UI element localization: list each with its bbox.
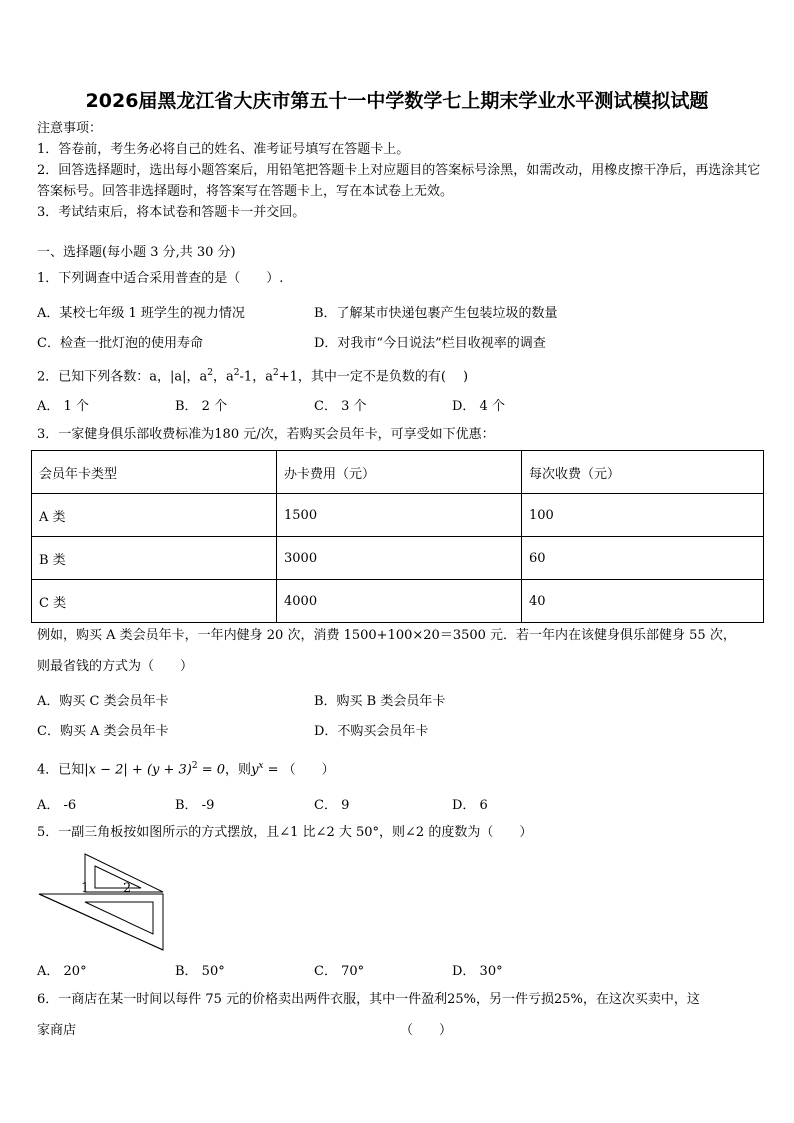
table-row (32, 580, 764, 623)
q4-stem-post: = （ ） (263, 762, 335, 778)
q2-stem-mid1: ，a (213, 369, 234, 385)
q4-option-c[interactable]: C． 9 (314, 798, 350, 813)
q1-option-a[interactable]: A．某校七年级 1 班学生的视力情况 (37, 306, 245, 321)
q2-stem-mid2: -1，a (239, 369, 273, 385)
q4-equation: |x − 2| + (y + 3) (84, 762, 192, 778)
table-header-row (32, 451, 764, 494)
q6-answer-blank: （ ） (400, 1023, 453, 1038)
q3-option-a[interactable]: A．购买 C 类会员年卡 (37, 694, 169, 709)
q4-power-exponent: x (258, 761, 264, 771)
table-row (32, 494, 764, 537)
q1-stem: 1．下列调查中适合采用普查的是（ ）. (37, 271, 284, 286)
fee-table (31, 450, 764, 623)
q6-stem-continued: 家商店 (37, 1023, 77, 1038)
q3-question-text: 则最省钱的方式为（ ） (37, 659, 194, 674)
table-cell: A 类 (32, 494, 277, 537)
q3-option-b[interactable]: B．购买 B 类会员年卡 (314, 694, 446, 709)
notes-item-1: 1．答卷前，考生务必将自己的姓名、准考证号填写在答题卡上。 (37, 142, 410, 157)
table-cell: 4000 (277, 580, 522, 623)
table-cell: B 类 (32, 537, 277, 580)
q4-option-b[interactable]: B． -9 (175, 798, 215, 813)
angle-1-label: 1 (81, 881, 90, 896)
q1-option-d[interactable]: D．对我市“今日说法”栏目收视率的调查 (314, 336, 546, 351)
table-header-cell: 每次收费（元） (522, 451, 764, 494)
q2-stem-post: +1，其中一定不是负数的有( ) (278, 369, 469, 385)
q4-option-d[interactable]: D． 6 (452, 798, 488, 813)
section-heading: 一、选择题(每小题 3 分,共 30 分) (37, 245, 236, 260)
angle-2-label: 2 (123, 881, 132, 896)
notes-heading: 注意事项： (37, 121, 103, 136)
q3-stem: 3．一家健身俱乐部收费标准为180 元/次，若购买会员年卡，可享受如下优惠： (37, 427, 495, 442)
q3-example-text: 例如，购买 A 类会员年卡，一年内健身 20 次，消费 1500+100×20＝3500 元．若一年内在该健身俱乐部健身 55 次， (37, 628, 736, 643)
q4-exponent: 2 (191, 761, 198, 771)
q4-equation-rhs: = 0 (197, 762, 226, 778)
q4-stem (37, 757, 335, 779)
q5-option-c[interactable]: C． 70° (314, 964, 365, 979)
q2-exponent: 2 (272, 368, 279, 378)
table-cell: 40 (522, 580, 764, 623)
q4-power-base: y (251, 762, 259, 778)
notes-item-3: 3．考试结束后，将本试卷和答题卡一并交回。 (37, 205, 306, 220)
table-header-cell: 会员年卡类型 (32, 451, 277, 494)
q5-option-b[interactable]: B． 50° (175, 964, 225, 979)
q2-option-c[interactable]: C． 3 个 (314, 399, 367, 414)
q5-option-d[interactable]: D． 30° (452, 964, 503, 979)
q2-exponent: 2 (233, 368, 240, 378)
q2-option-b[interactable]: B． 2 个 (175, 399, 228, 414)
q2-stem (37, 364, 468, 386)
q1-option-c[interactable]: C．检查一批灯泡的使用寿命 (37, 336, 203, 351)
table-cell: 100 (522, 494, 764, 537)
q5-option-a[interactable]: A． 20° (37, 964, 87, 979)
q4-stem-mid: ，则 (225, 762, 252, 778)
q4-option-a[interactable]: A． -6 (37, 798, 77, 813)
q3-option-c[interactable]: C．购买 A 类会员年卡 (37, 724, 169, 739)
q2-exponent: 2 (207, 368, 214, 378)
table-cell: C 类 (32, 580, 277, 623)
q3-option-d[interactable]: D．不购买会员年卡 (314, 724, 429, 739)
page-title: 2026届黑龙江省大庆市第五十一中学数学七上期末学业水平测试模拟试题 (85, 90, 709, 112)
q1-option-b[interactable]: B．了解某市快递包裹产生包装垃圾的数量 (314, 306, 558, 321)
table-cell: 1500 (277, 494, 522, 537)
q6-stem: 6．一商店在某一时间以每件 75 元的价格卖出两件衣服，其中一件盈利25%，另一件亏损25%，在这次买卖中，这 (37, 992, 700, 1007)
q5-stem: 5．一副三角板按如图所示的方式摆放，且∠1 比∠2 大 50°，则∠2 的度数为（ ） (37, 825, 533, 840)
large-triangle-inner (85, 902, 153, 934)
q2-option-a[interactable]: A． 1 个 (37, 399, 89, 414)
table-cell: 60 (522, 537, 764, 580)
q2-option-d[interactable]: D． 4 个 (452, 399, 505, 414)
notes-item-2: 2．回答选择题时，选出每小题答案后，用铅笔把答题卡上对应题目的答案标号涂黑，如需改动，用橡皮擦干净后，再选涂其它答案标号。回答非选择题时，将答案写在答题卡上，写在本试卷上无效。 (37, 163, 761, 199)
table-header-cell: 办卡费用（元） (277, 451, 522, 494)
q4-stem-pre: 4．已知 (37, 762, 85, 778)
triangle-rulers-figure (37, 850, 167, 952)
notes-section (37, 118, 762, 223)
table-cell: 3000 (277, 537, 522, 580)
q2-stem-pre: 2．已知下列各数：a，|a|，a (37, 369, 208, 385)
small-triangle-inner (95, 866, 141, 888)
table-row (32, 537, 764, 580)
